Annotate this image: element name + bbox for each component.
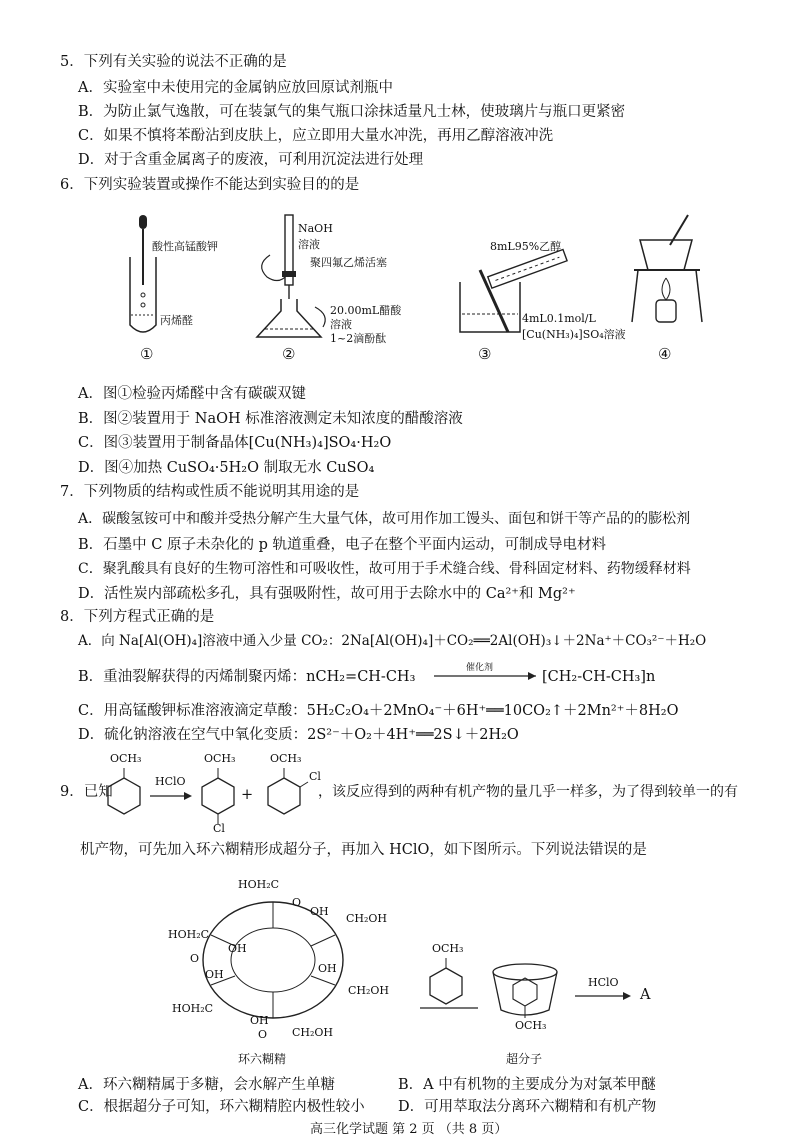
q8-option-b: B．重油裂解获得的丙烯制聚丙烯：nCH₂=CH-CH₃ bbox=[78, 669, 416, 685]
cd-ch2oh-bottom: CH₂OH bbox=[292, 1026, 334, 1039]
page-footer: 高三化学试题 第 2 页 （共 8 页） bbox=[310, 1122, 508, 1137]
cd-o-2: O bbox=[190, 952, 200, 965]
hclo-label-2: HClO bbox=[588, 976, 619, 989]
cd-ch2oh-right-lower: CH₂OH bbox=[348, 984, 390, 997]
figure-number-2: ② bbox=[282, 345, 296, 363]
ortho-och3-label: OCH₃ bbox=[270, 752, 302, 765]
supramolecule-caption: 超分子 bbox=[506, 1052, 543, 1066]
cyclodextrin-caption: 环六糊精 bbox=[238, 1052, 287, 1066]
fig3-ethanol-label: 8mL95%乙醇 bbox=[490, 240, 562, 253]
q5-option-b: B．为防止氯气逸散，可在装氯气的集气瓶口涂抹适量凡士林，使玻璃片与瓶口更紧密 bbox=[78, 104, 626, 120]
q9-option-a: A．环六糊精属于多糖，会水解产生单糖 bbox=[78, 1077, 335, 1093]
q8-option-a: A．向 Na[Al(OH)₄]溶液中通入少量 CO₂：2Na[Al(OH)₄]＋CO₂══2Al(OH)₃↓＋2Na⁺＋CO₃²⁻＋H₂O bbox=[78, 633, 707, 649]
fig1-reagent-label: 酸性高锰酸钾 bbox=[152, 240, 218, 253]
q7-option-d: D．活性炭内部疏松多孔，具有强吸附性，故可用于去除水中的 Ca²⁺和 Mg²⁺ bbox=[78, 586, 576, 602]
fig1-sample-label: 丙烯醛 bbox=[160, 314, 193, 327]
cd-hoh2c-left: HOH₂C bbox=[168, 928, 210, 941]
fig2-indicator-label: 1~2滴酚酞 bbox=[330, 332, 387, 345]
fig2-acid-volume-label: 20.00mL醋酸 bbox=[330, 304, 402, 317]
q6-stem: 6．下列实验装置或操作不能达到实验目的的是 bbox=[60, 177, 360, 193]
figure-number-1: ① bbox=[140, 345, 154, 363]
fig2-solution-label: 溶液 bbox=[298, 238, 320, 251]
q7-option-c: C．聚乳酸具有良好的生物可溶性和可吸收性，故可用于手术缝合线、骨科固定材料、药物缓释材料 bbox=[78, 561, 691, 577]
cd-o-1: O bbox=[292, 896, 302, 909]
q9-stem-line2: 机产物，可先加入环六糊精形成超分子，再加入 HClO，如下图所示。下列说法错误的是 bbox=[80, 842, 647, 858]
q9-stem-start: 9．已知 bbox=[60, 784, 113, 800]
to-product-a-arrow bbox=[575, 990, 635, 1004]
hclo-label: HClO bbox=[155, 775, 186, 788]
q9-option-c: C．根据超分子可知，环六糊精腔内极性较小 bbox=[78, 1099, 365, 1115]
cd-ch2oh-right: CH₂OH bbox=[346, 912, 388, 925]
ortho-product-structure bbox=[262, 760, 322, 820]
cd-oh-5: OH bbox=[250, 1014, 269, 1027]
fig3-solution-label: [Cu(NH₃)₄]SO₄溶液 bbox=[522, 328, 626, 341]
fig2-stopcock-label: 聚四氟乙烯活塞 bbox=[310, 256, 387, 269]
cd-hoh2c-top: HOH₂C bbox=[238, 878, 280, 891]
q6-option-c: C．图③装置用于制备晶体[Cu(NH₃)₄]SO₄·H₂O bbox=[78, 435, 392, 451]
para-cl-label: Cl bbox=[213, 822, 225, 835]
q9-stem-end: ，该反应得到的两种有机产物的量几乎一样多，为了得到较单一的有 bbox=[318, 784, 738, 800]
supramolecule-och3-label: OCH₃ bbox=[515, 1019, 547, 1032]
plus-sign: + bbox=[241, 787, 254, 803]
cd-oh-2: OH bbox=[228, 942, 247, 955]
fig2-acid-solution-label: 溶液 bbox=[330, 318, 352, 331]
q7-option-a: A．碳酸氢铵可中和酸并受热分解产生大量气体，故可用作加工馒头、面包和饼干等产品的的膨松剂 bbox=[78, 511, 691, 527]
q5-option-d: D．对于含重金属离子的废液，可利用沉淀法进行处理 bbox=[78, 152, 424, 168]
q7-stem: 7．下列物质的结构或性质不能说明其用途的是 bbox=[60, 484, 360, 500]
cd-o-3: O bbox=[258, 1028, 268, 1041]
fig2-naoh-label: NaOH bbox=[298, 222, 333, 235]
q5-stem: 5．下列有关实验的说法不正确的是 bbox=[60, 54, 287, 70]
figure-4-crucible-heating bbox=[630, 210, 710, 340]
cd-oh-3: OH bbox=[205, 968, 224, 981]
figure-number-3: ③ bbox=[478, 345, 492, 363]
q9-option-d: D．可用萃取法分离环六糊精和有机产物 bbox=[398, 1099, 657, 1115]
hclo-reaction-arrow bbox=[150, 790, 196, 804]
figure-3-beaker bbox=[450, 240, 570, 340]
q5-option-a: A．实验室中未使用完的金属钠应放回原试剂瓶中 bbox=[78, 80, 393, 96]
q7-option-b: B．石墨中 C 原子未杂化的 p 轨道重叠，电子在整个平面内运动，可制成导电材料 bbox=[78, 537, 606, 553]
q8-option-c: C．用高锰酸钾标准溶液滴定草酸：5H₂C₂O₄＋2MnO₄⁻＋6H⁺══10CO₂↑＋2Mn²⁺＋8H₂O bbox=[78, 703, 679, 719]
q8-stem: 8．下列方程式正确的是 bbox=[60, 609, 215, 625]
product-a: A bbox=[640, 987, 651, 1003]
q8-option-d: D．硫化钠溶液在空气中氧化变质：2S²⁻＋O₂＋4H⁺══2S↓＋2H₂O bbox=[78, 727, 519, 743]
polymer-product: [CH₂-CH-CH₃]n bbox=[542, 669, 656, 685]
q6-option-d: D．图④加热 CuSO₄·5H₂O 制取无水 CuSO₄ bbox=[78, 460, 375, 476]
anisole-och3-label: OCH₃ bbox=[110, 752, 142, 765]
cd-oh-4: OH bbox=[318, 962, 337, 975]
anisole-structure bbox=[102, 760, 146, 820]
q6-option-a: A．图①检验丙烯醛中含有碳碳双键 bbox=[78, 386, 306, 402]
anisole-reagent-structure bbox=[424, 950, 468, 1010]
q5-option-c: C．如果不慎将苯酚沾到皮肤上，应立即用大量水冲洗，再用乙醇溶液冲洗 bbox=[78, 128, 554, 144]
q9-option-b: B．A 中有机物的主要成分为对氯苯甲醚 bbox=[398, 1077, 656, 1093]
q6-option-b: B．图②装置用于 NaOH 标准溶液测定未知浓度的醋酸溶液 bbox=[78, 411, 463, 427]
cd-hoh2c-bottom: HOH₂C bbox=[172, 1002, 214, 1015]
fig3-concentration-label: 4mL0.1mol/L bbox=[522, 312, 596, 325]
reagent-och3-label: OCH₃ bbox=[432, 942, 464, 955]
figure-number-4: ④ bbox=[658, 345, 672, 363]
catalyst-label: 催化剂 bbox=[466, 663, 494, 673]
cd-oh-1: OH bbox=[310, 905, 329, 918]
supramolecule-arrow-line bbox=[420, 1002, 480, 1014]
para-och3-label: OCH₃ bbox=[204, 752, 236, 765]
ortho-cl-label: Cl bbox=[309, 770, 321, 783]
